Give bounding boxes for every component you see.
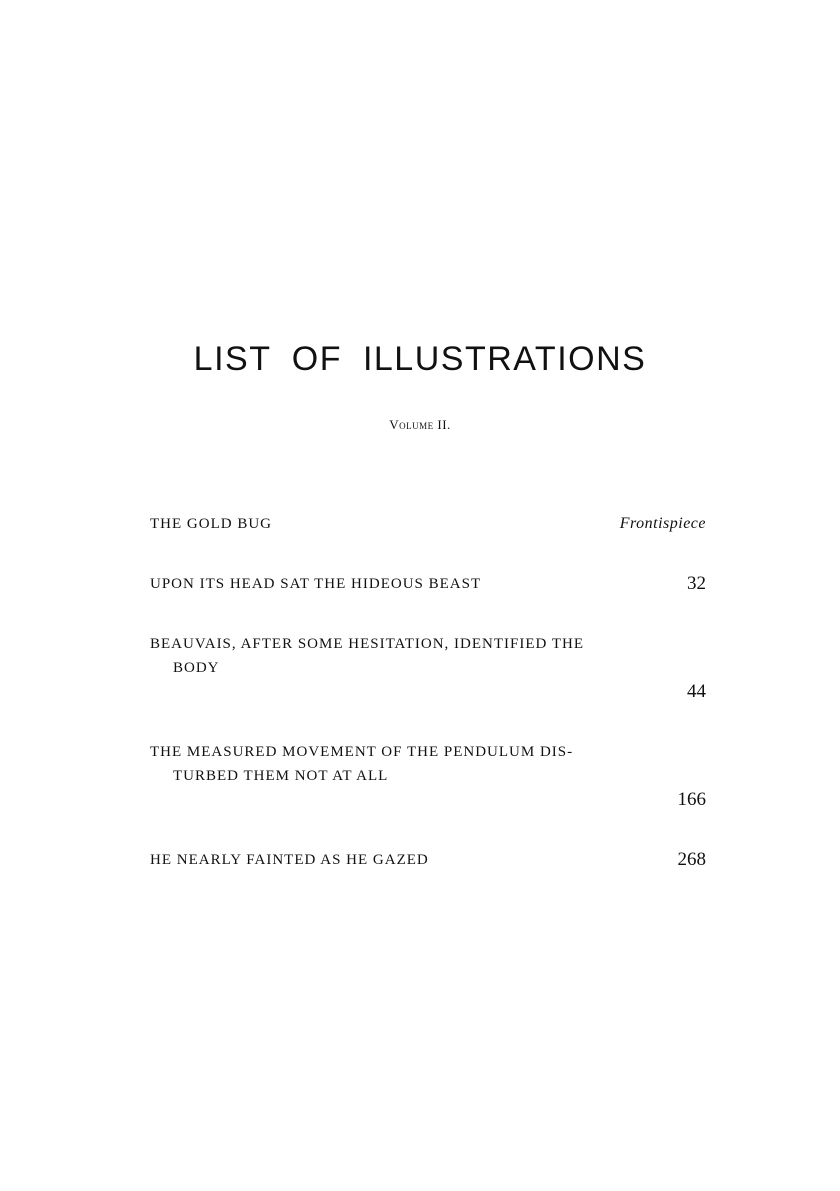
list-item [150, 824, 706, 872]
illustration-caption [150, 488, 272, 536]
caption-line: THE MEASURED MOVEMENT OF THE PENDULUM DIS- [150, 744, 574, 760]
caption-line: HE NEARLY FAINTED AS HE GAZED [150, 852, 429, 868]
page-title: LIST OF ILLUSTRATIONS [193, 340, 647, 378]
list-item [150, 608, 706, 704]
illustration-caption [150, 716, 573, 812]
page-number: 166 [677, 789, 706, 810]
caption-line: THE GOLD BUG [150, 516, 272, 532]
volume-number: II. [437, 417, 451, 432]
page-number: 44 [687, 681, 706, 702]
illustration-caption [150, 548, 481, 596]
page-reference: Frontispiece [619, 515, 706, 532]
illustration-caption [150, 824, 429, 872]
list-item [150, 716, 706, 812]
page-number: 268 [677, 849, 706, 870]
volume-word: Volume [389, 417, 434, 432]
volume-label [0, 417, 840, 433]
caption-continuation: TURBED THEM NOT AT ALL [173, 768, 389, 784]
caption-continuation: BODY [173, 660, 220, 676]
list-item [150, 488, 706, 536]
caption-line: UPON ITS HEAD SAT THE HIDEOUS BEAST [150, 576, 482, 592]
illustration-caption [150, 608, 584, 704]
page-number: 32 [687, 573, 706, 594]
caption-line: BEAUVAIS, AFTER SOME HESITATION, IDENTIFIED THE [150, 636, 584, 652]
list-item [150, 548, 706, 596]
illustrations-list [150, 488, 706, 884]
